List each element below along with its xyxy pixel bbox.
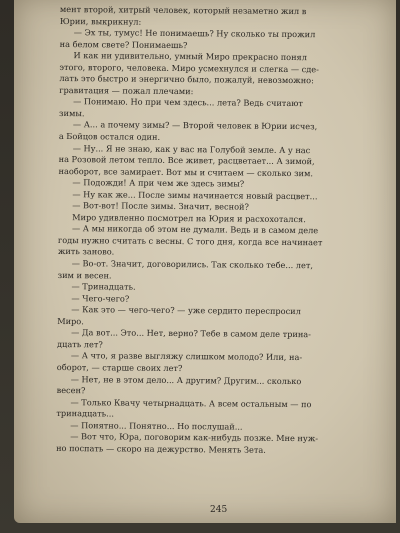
text-line: Миро. (57, 315, 84, 326)
text-line: — Ну... Я не знаю, как у вас на Голубой земле. А у нас (72, 142, 311, 155)
text-line: — Понятно... Понятно... Но послушай... (70, 419, 243, 432)
text-line: — А... а почему зимы? — Второй человек в Юрии исчез, (72, 119, 318, 132)
text-line: жить заново. (57, 246, 115, 257)
book-page (14, 0, 396, 523)
text-line: а Бойцов остался один. (58, 131, 161, 142)
text-line: — Тринадцать. (71, 281, 136, 292)
text-line: Юрии, выкрикнул: (59, 15, 142, 27)
text-line: на Розовой летом тепло. Все живет, расцветает... А зимой, (58, 154, 315, 167)
text-line: — Да вот... Это... Нет, верно? Тебе в самом деле трина- (71, 327, 312, 340)
text-line: — Нет, не в этом дело... А другим? Другим... сколько (70, 373, 302, 386)
text-line: — Подожди! А при чем же здесь зимы? (72, 177, 245, 189)
text-line: — Вот что, Юра, поговорим как-нибудь позже. Мне нуж- (70, 431, 319, 444)
text-line: мент второй, хитрый человек, который незаметно жил в (59, 4, 307, 17)
text-line: тринадцать... (56, 408, 115, 419)
text-line: но поспать — скоро на дежурство. Менять Зета. (56, 442, 266, 455)
text-line: — Вот-вот! После зимы. Значит, весной? (72, 200, 249, 212)
text-line: дцать лет? (56, 338, 103, 350)
text-line: Миро удивленно посмотрел на Юрия и расхохотался. (72, 211, 306, 224)
text-line: — Только Квачу четырнадцать. А всем остальным — по (70, 396, 312, 409)
text-line: зим и весен. (57, 269, 112, 281)
text-line: И как ни удивительно, умный Миро прекрасно понял (73, 50, 307, 63)
text-line: весен? (56, 385, 86, 396)
text-line: — А что, я разве выгляжу слишком молодо? Или, на- (70, 350, 303, 363)
text-line: годы нужно считать с весны. С того дня, когда все начинает (57, 234, 323, 248)
text-line: гравитация — пожал плечами: (59, 84, 194, 96)
text-line: этого, второго, человека. Миро усмехнулся и слегка — сде- (59, 61, 319, 74)
text-line: — Эх ты, тумус! Не понимаешь? Ну сколько ты прожил (73, 27, 316, 40)
text-line: — Понимаю. Но при чем здесь... лета? Ведь считают (73, 96, 303, 109)
page-text (56, 4, 392, 457)
page-number: 245 (210, 505, 228, 515)
text-line: наоборот, все замирает. Вот мы и считаем — сколько зим. (58, 165, 314, 178)
text-line: — Ну как же... После зимы начинается новый расцвет... (72, 188, 318, 202)
text-line: лать это быстро и энергично было, пожалуй, невозможно: (59, 73, 314, 86)
text-line: — Как это — чего-чего? — уже сердито переспросил (71, 304, 301, 317)
text-line: — А мы никогда об этом не думали. Ведь и в самом деле (71, 223, 319, 236)
text-line: зимы. (59, 107, 85, 119)
text-line: — Во-от. Значит, договорились. Так сколько тебе... лет, (71, 258, 314, 271)
text-line: оборот, — старше своих лет? (56, 361, 183, 374)
text-line: — Чего-чего? (71, 292, 130, 304)
text-line: на белом свете? Понимаешь? (59, 38, 188, 50)
